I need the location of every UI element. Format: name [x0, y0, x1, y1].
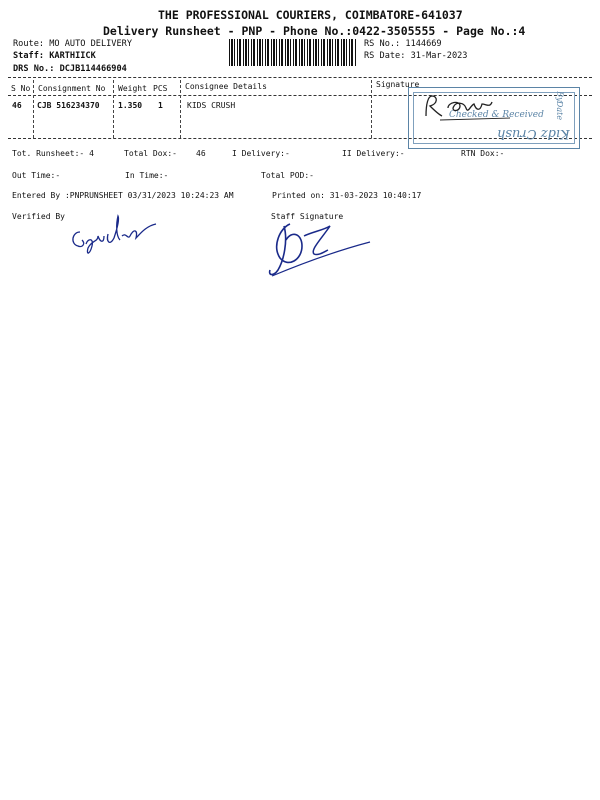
row-sno: 46 — [12, 101, 22, 110]
row-weight: 1.350 — [118, 101, 143, 110]
col-sep — [113, 80, 114, 138]
staff-signature — [262, 216, 374, 280]
rtn-dox: RTN Dox:- — [461, 149, 505, 158]
out-time: Out Time:- — [12, 171, 61, 180]
verifier-signature — [64, 214, 164, 264]
in-time: In Time:- — [125, 171, 169, 180]
total-dox-label: Total Dox:- — [124, 149, 177, 158]
col-sep — [180, 80, 181, 138]
stamp-brand-text: Kidz Crush — [497, 126, 570, 141]
stamp-by-text: By — [555, 91, 565, 102]
row-pcs: 1 — [158, 101, 163, 110]
total-pod: Total POD:- — [261, 171, 314, 180]
col-header-pcs: PCS — [153, 84, 168, 93]
total-dox-value: 46 — [196, 149, 206, 158]
stamp-date-text: Date — [555, 100, 565, 121]
col-header-sno: S No — [11, 84, 31, 93]
table-top-rule — [8, 77, 592, 78]
row-consignment: CJB 516234370 — [37, 101, 100, 110]
staff-signature-label: Staff Signature — [271, 212, 344, 221]
total-runsheet: Tot. Runsheet:- 4 — [12, 149, 94, 158]
printed-on: Printed on: 31-03-2023 10:40:17 — [272, 191, 422, 200]
barcode — [229, 39, 356, 66]
route-label: Route: MO AUTO DELIVERY — [13, 39, 132, 49]
col-header-consignment: Consignment No — [38, 84, 106, 93]
col-sep — [33, 80, 34, 138]
company-title: THE PROFESSIONAL COURIERS, COIMBATORE-641037 — [158, 8, 463, 22]
row-consignee: KIDS CRUSH — [187, 101, 236, 110]
verified-by-label: Verified By — [12, 212, 65, 221]
staff-label: Staff: KARTHIICK — [13, 51, 96, 61]
stamp-checked-text: Checked & Received — [449, 110, 544, 120]
col-sep — [371, 80, 372, 138]
runsheet-subtitle: Delivery Runsheet - PNP - Phone No.:0422-3505555 - Page No.:4 — [103, 24, 526, 38]
col-header-consignee: Consignee Details — [185, 82, 267, 91]
ii-delivery: II Delivery:- — [342, 149, 405, 158]
col-header-signature: Signature — [376, 80, 420, 89]
i-delivery: I Delivery:- — [232, 149, 290, 158]
rs-date: RS Date: 31-Mar-2023 — [364, 51, 468, 61]
drs-number: DRS No.: DCJB114466904 — [13, 64, 127, 74]
rs-number: RS No.: 1144669 — [364, 39, 442, 49]
col-header-weight: Weight — [118, 84, 147, 93]
entered-by: Entered By :PNPRUNSHEET 03/31/2023 10:24:23 AM — [12, 191, 234, 200]
consignee-signature — [420, 92, 520, 124]
